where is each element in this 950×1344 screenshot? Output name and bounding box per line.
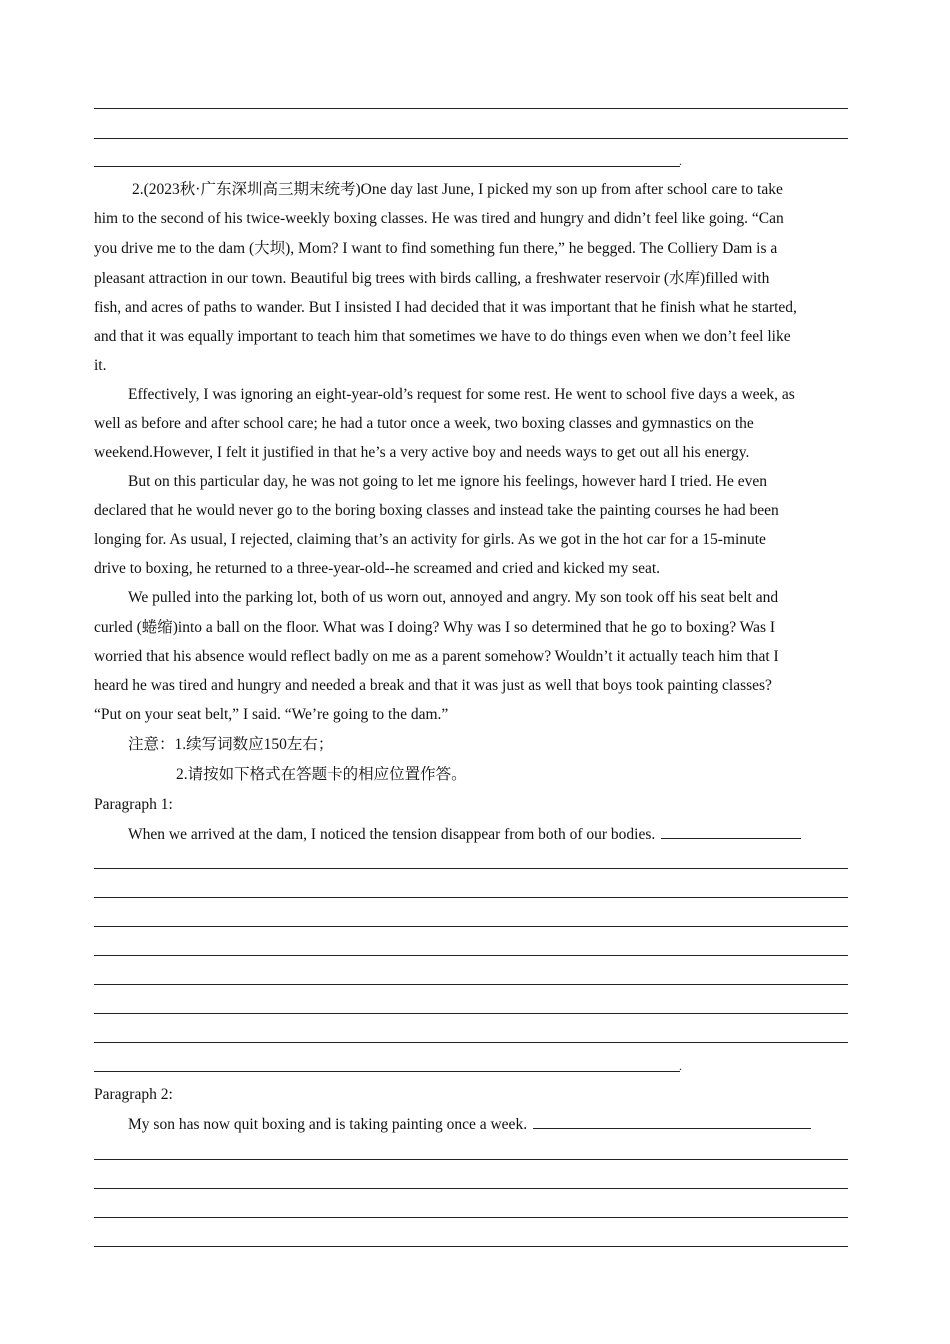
answer-line[interactable]	[94, 897, 848, 898]
passage-line: pleasant attraction in our town. Beautiful big trees with birds calling, a freshwater reservoir (水库)filled with	[94, 270, 770, 287]
passage-line: Effectively, I was ignoring an eight-year-old’s request for some rest. He went to school five days a week, as	[128, 386, 795, 403]
passage-line: drive to boxing, he returned to a three-year-old--he screamed and cried and kicked my seat.	[94, 560, 661, 577]
paragraph-1-label: Paragraph 1:	[94, 796, 173, 813]
answer-blank[interactable]	[661, 824, 801, 839]
passage-line: “Put on your seat belt,” I said. “We’re going to the dam.”	[94, 706, 449, 723]
answer-line[interactable]	[94, 1246, 848, 1247]
answer-line	[94, 108, 848, 109]
paragraph-1-prompt: When we arrived at the dam, I noticed the tension disappear from both of our bodies.	[128, 826, 656, 843]
passage-line: declared that he would never go to the boring boxing classes and instead take the painting courses he had been	[94, 502, 779, 519]
answer-line[interactable]	[94, 984, 848, 985]
answer-line	[94, 138, 848, 139]
answer-line[interactable]	[94, 868, 848, 869]
paragraph-2-label: Paragraph 2:	[94, 1086, 173, 1103]
passage-line: We pulled into the parking lot, both of us worn out, annoyed and angry. My son took off his seat belt and	[128, 589, 779, 606]
answer-line[interactable]	[94, 1013, 848, 1014]
passage-line: fish, and acres of paths to wander. But I insisted I had decided that it was important that he finish what he started,	[94, 299, 797, 316]
passage-line: it.	[94, 357, 107, 374]
answer-line[interactable]	[94, 955, 848, 956]
passage-line: longing for. As usual, I rejected, claiming that’s an activity for girls. As we got in the hot car for a 15-minute	[94, 531, 766, 548]
notes-item: 1.续写词数应150左右；	[174, 736, 334, 753]
passage-line: worried that his absence would reflect badly on me as a parent somehow? Wouldn’t it actually teach him that I	[94, 648, 779, 665]
passage-line: and that it was equally important to teach him that sometimes we have to do things even when we don’t feel like	[94, 328, 791, 345]
passage-line: heard he was tired and hungry and needed a break and that it was just as well that boys took painting classes?	[94, 677, 772, 694]
passage-line: weekend.However, I felt it justified in that he’s a very active boy and needs ways to get out all his energy.	[94, 444, 750, 461]
notes-label: 注意：	[128, 736, 175, 753]
paragraph-2-prompt: My son has now quit boxing and is taking painting once a week.	[128, 1116, 528, 1133]
answer-line[interactable]	[94, 1042, 848, 1043]
answer-line[interactable]	[94, 1071, 680, 1072]
answer-line	[94, 166, 680, 167]
question-intro: 2.(2023秋·广东深圳高三期末统考)	[132, 181, 361, 198]
answer-line[interactable]	[94, 926, 848, 927]
notes-item: 2.请按如下格式在答题卡的相应位置作答。	[176, 766, 467, 783]
answer-line[interactable]	[94, 1159, 848, 1160]
paragraph-1-prompt-line	[128, 824, 854, 845]
answer-blank[interactable]	[533, 1114, 811, 1129]
passage-line: him to the second of his twice-weekly boxing classes. He was tired and hungry and didn’t feel like going. “Can	[94, 210, 784, 227]
paragraph-2-prompt-line	[128, 1114, 854, 1135]
passage-line: But on this particular day, he was not going to let me ignore his feelings, however hard I tried. He even	[128, 473, 768, 490]
passage-line-1: 2.(2023秋·广东深圳高三期末统考)One day last June, I picked my son up from after school care to take	[132, 181, 783, 198]
passage-line: you drive me to the dam (大坝), Mom? I want to find something fun there,” he begged. The Colliery Dam is a	[94, 240, 778, 257]
line-period: .	[679, 154, 682, 168]
passage-line: well as before and after school care; he had a tutor once a week, two boxing classes and gymnastics on the	[94, 415, 754, 432]
answer-line[interactable]	[94, 1188, 848, 1189]
line-period: .	[679, 1059, 682, 1073]
passage-line: curled (蜷缩)into a ball on the floor. What was I doing? Why was I so determined that he go to boxing? Was I	[94, 619, 776, 636]
answer-line[interactable]	[94, 1217, 848, 1218]
notes-line-1	[128, 735, 854, 755]
